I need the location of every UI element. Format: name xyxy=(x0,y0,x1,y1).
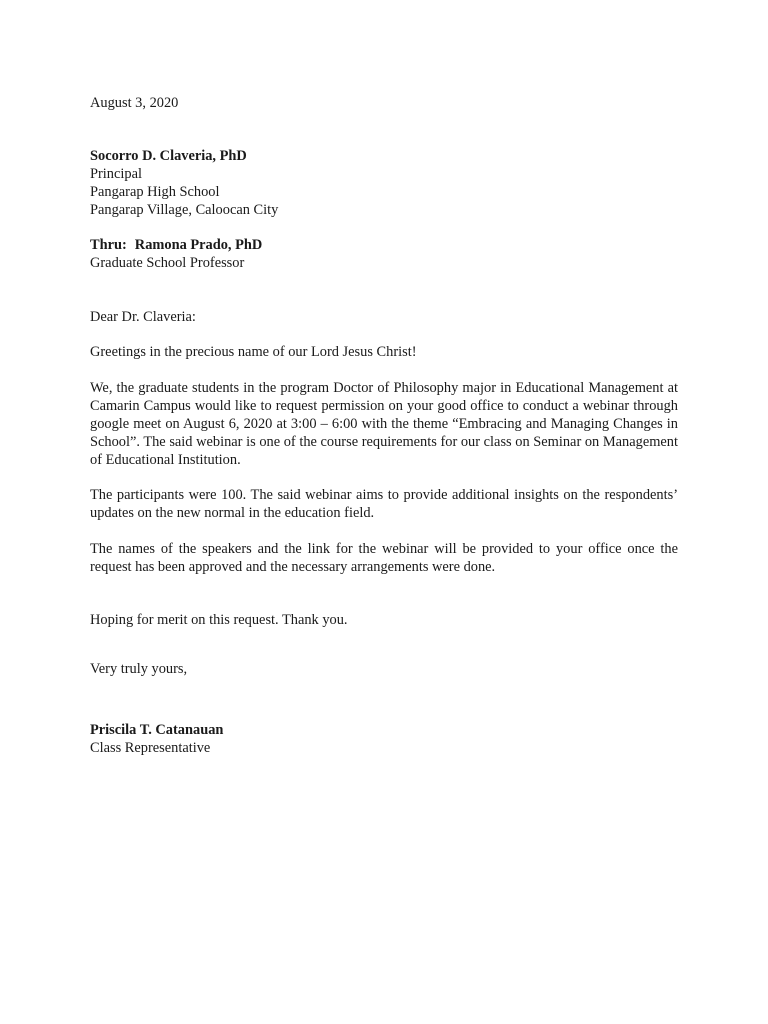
signatory-name: Priscila T. Catanauan xyxy=(90,722,224,738)
salutation: Dear Dr. Claveria: xyxy=(90,309,196,325)
thru-title: Graduate School Professor xyxy=(90,255,245,271)
greeting-paragraph: Greetings in the precious name of our Lord Jesus Christ! xyxy=(90,344,417,360)
speakers-paragraph: The names of the speakers and the link for the webinar will be provided to your office once the request has been approved and the necessary arrangements were done. xyxy=(90,541,678,575)
recipient-school: Pangarap High School xyxy=(90,184,220,200)
recipient-block xyxy=(90,147,678,219)
thru-block xyxy=(90,236,678,272)
recipient-address: Pangarap Village, Caloocan City xyxy=(90,202,279,218)
thru-name: Ramona Prado, PhD xyxy=(134,237,263,253)
recipient-name: Socorro D. Claveria, PhD xyxy=(90,148,247,164)
signatory-title: Class Representative xyxy=(90,740,211,756)
signature-block xyxy=(90,721,678,757)
thru-line xyxy=(90,236,678,254)
thru-prefix: Thru: xyxy=(90,237,127,253)
letter-date: August 3, 2020 xyxy=(90,95,179,111)
hoping-paragraph: Hoping for merit on this request. Thank you. xyxy=(90,612,348,628)
participants-paragraph: The participants were 100. The said webinar aims to provide additional insights on the respondents’ updates on the new normal in the education field. xyxy=(90,487,678,521)
closing: Very truly yours, xyxy=(90,661,188,677)
letter-page xyxy=(90,0,678,1024)
recipient-title: Principal xyxy=(90,166,142,182)
request-paragraph: We, the graduate students in the program Doctor of Philosophy major in Educational Management at Camarin Campus would like to request permission on your good office to conduct a webinar through google meet on August 6, 2020 at 3:00 – 6:00 with the theme “Embracing and Managing Changes in School”. The said webinar is one of the course requirements for our class on Seminar on Management of Educational Institution. xyxy=(90,380,678,468)
